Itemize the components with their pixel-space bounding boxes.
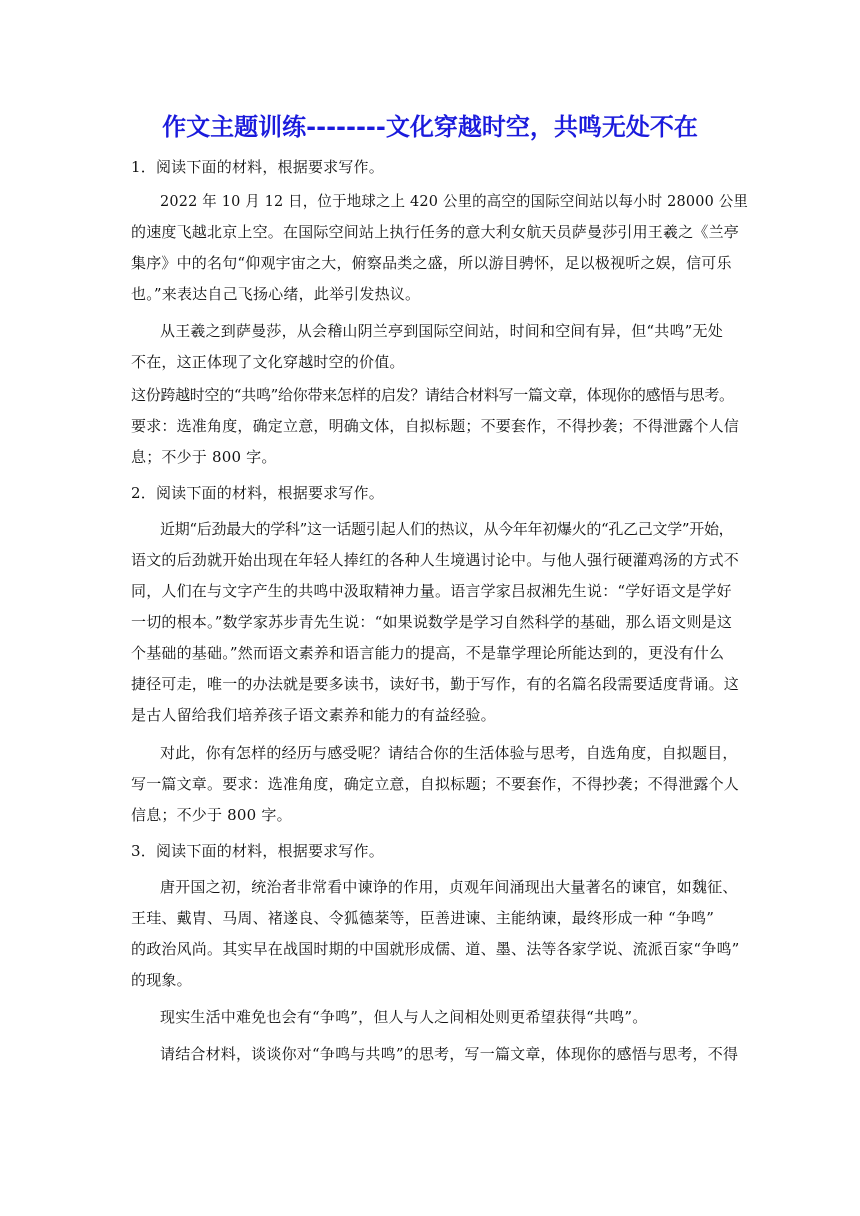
q3-p3-line-1: 请结合材料，谈谈你对“争鸣与共鸣”的思考，写一篇文章，体现你的感悟与思考，不得: [160, 1045, 739, 1063]
q2-p1-line-1: 近期“后劲最大的学科”这一话题引起人们的热议，从今年年初爆火的“孔乙己文学”开始，: [160, 520, 734, 538]
q1-p3-line-3: 息；不少于 800 字。: [131, 448, 277, 466]
page-title: 作文主题训练--------文化穿越时空，共鸣无处不在: [162, 113, 698, 141]
q1-p1-line-1: 2022 年 10 月 12 日，位于地球之上 420 公里的高空的国际空间站以每小时 28000 公里: [160, 192, 749, 210]
q2-p1-line-5: 个基础的基础。”然而语文素养和语言能力的提高，不是靠学理论所能达到的，更没有什么: [131, 644, 725, 662]
q2-p1-line-7: 是古人留给我们培养孩子语文素养和能力的有益经验。: [131, 706, 496, 724]
q2-p2-line-1: 对此，你有怎样的经历与感受呢？请结合你的生活体验与思考，自选角度，自拟题目，: [160, 744, 738, 762]
q1-p1-line-4: 也。”来表达自己飞扬心绪，此举引发热议。: [131, 285, 421, 303]
q1-p2-line-1: 从王羲之到萨曼莎，从会稽山阴兰亭到国际空间站，时间和空间有异，但“共鸣”无处: [160, 322, 723, 340]
q2-p2-line-3: 信息；不少于 800 字。: [131, 806, 292, 824]
q2-heading: 2．阅读下面的材料，根据要求写作。: [131, 484, 384, 502]
q2-p1-line-2: 语文的后劲就开始出现在年轻人捧红的各种人生境遇讨论中。与他人强行硬灌鸡汤的方式不: [131, 551, 740, 569]
q2-p2-line-2: 写一篇文章。要求：选准角度，确定立意，自拟标题；不要套作，不得抄袭；不得泄露个人: [131, 775, 740, 793]
q1-heading: 1．阅读下面的材料，根据要求写作。: [131, 158, 384, 176]
q3-p2-line-1: 现实生活中难免也会有“争鸣”，但人与人之间相处则更希望获得“共鸣”。: [160, 1008, 648, 1026]
q3-p1-line-4: 的现象。: [131, 971, 192, 989]
q1-p2-line-2: 不在，这正体现了文化穿越时空的价值。: [131, 353, 405, 371]
q2-p1-line-4: 一切的根本。”数学家苏步青先生说：“如果说数学是学习自然科学的基础，那么语文则是这: [131, 613, 733, 631]
q1-p1-line-2: 的速度飞越北京上空。在国际空间站上执行任务的意大利女航天员萨曼莎引用王羲之《兰亭: [131, 223, 740, 241]
q3-p1-line-3: 的政治风尚。其实早在战国时期的中国就形成儒、道、墨、法等各家学说、流派百家“争鸣”: [131, 940, 740, 958]
q3-p1-line-2: 王珪、戴胄、马周、褚遂良、令狐德棻等，臣善进谏、主能纳谏，最终形成一种 “争鸣”: [131, 909, 715, 927]
q3-p1-line-1: 唐开国之初，统治者非常看中谏诤的作用，贞观年间涌现出大量著名的谏官，如魏征、: [160, 878, 738, 896]
q1-p3-line-1: 这份跨越时空的“共鸣”给你带来怎样的启发？请结合材料写一篇文章，体现你的感悟与思考。: [131, 386, 734, 404]
q1-p1-line-3: 集序》中的名句“仰观宇宙之大，俯察品类之盛，所以游目骋怀，足以极视听之娱，信可乐: [131, 254, 732, 272]
q2-p1-line-3: 同，人们在与文字产生的共鸣中汲取精神力量。语言学家吕叔湘先生说：“学好语文是学好: [131, 582, 732, 600]
q3-heading: 3．阅读下面的材料，根据要求写作。: [131, 842, 384, 860]
q2-p1-line-6: 捷径可走，唯一的办法就是要多读书，读好书，勤于写作，有的名篇名段需要适度背诵。这: [131, 675, 740, 693]
q1-p3-line-2: 要求：选准角度，确定立意，明确文体，自拟标题；不要套作，不得抄袭；不得泄露个人信: [131, 417, 740, 435]
